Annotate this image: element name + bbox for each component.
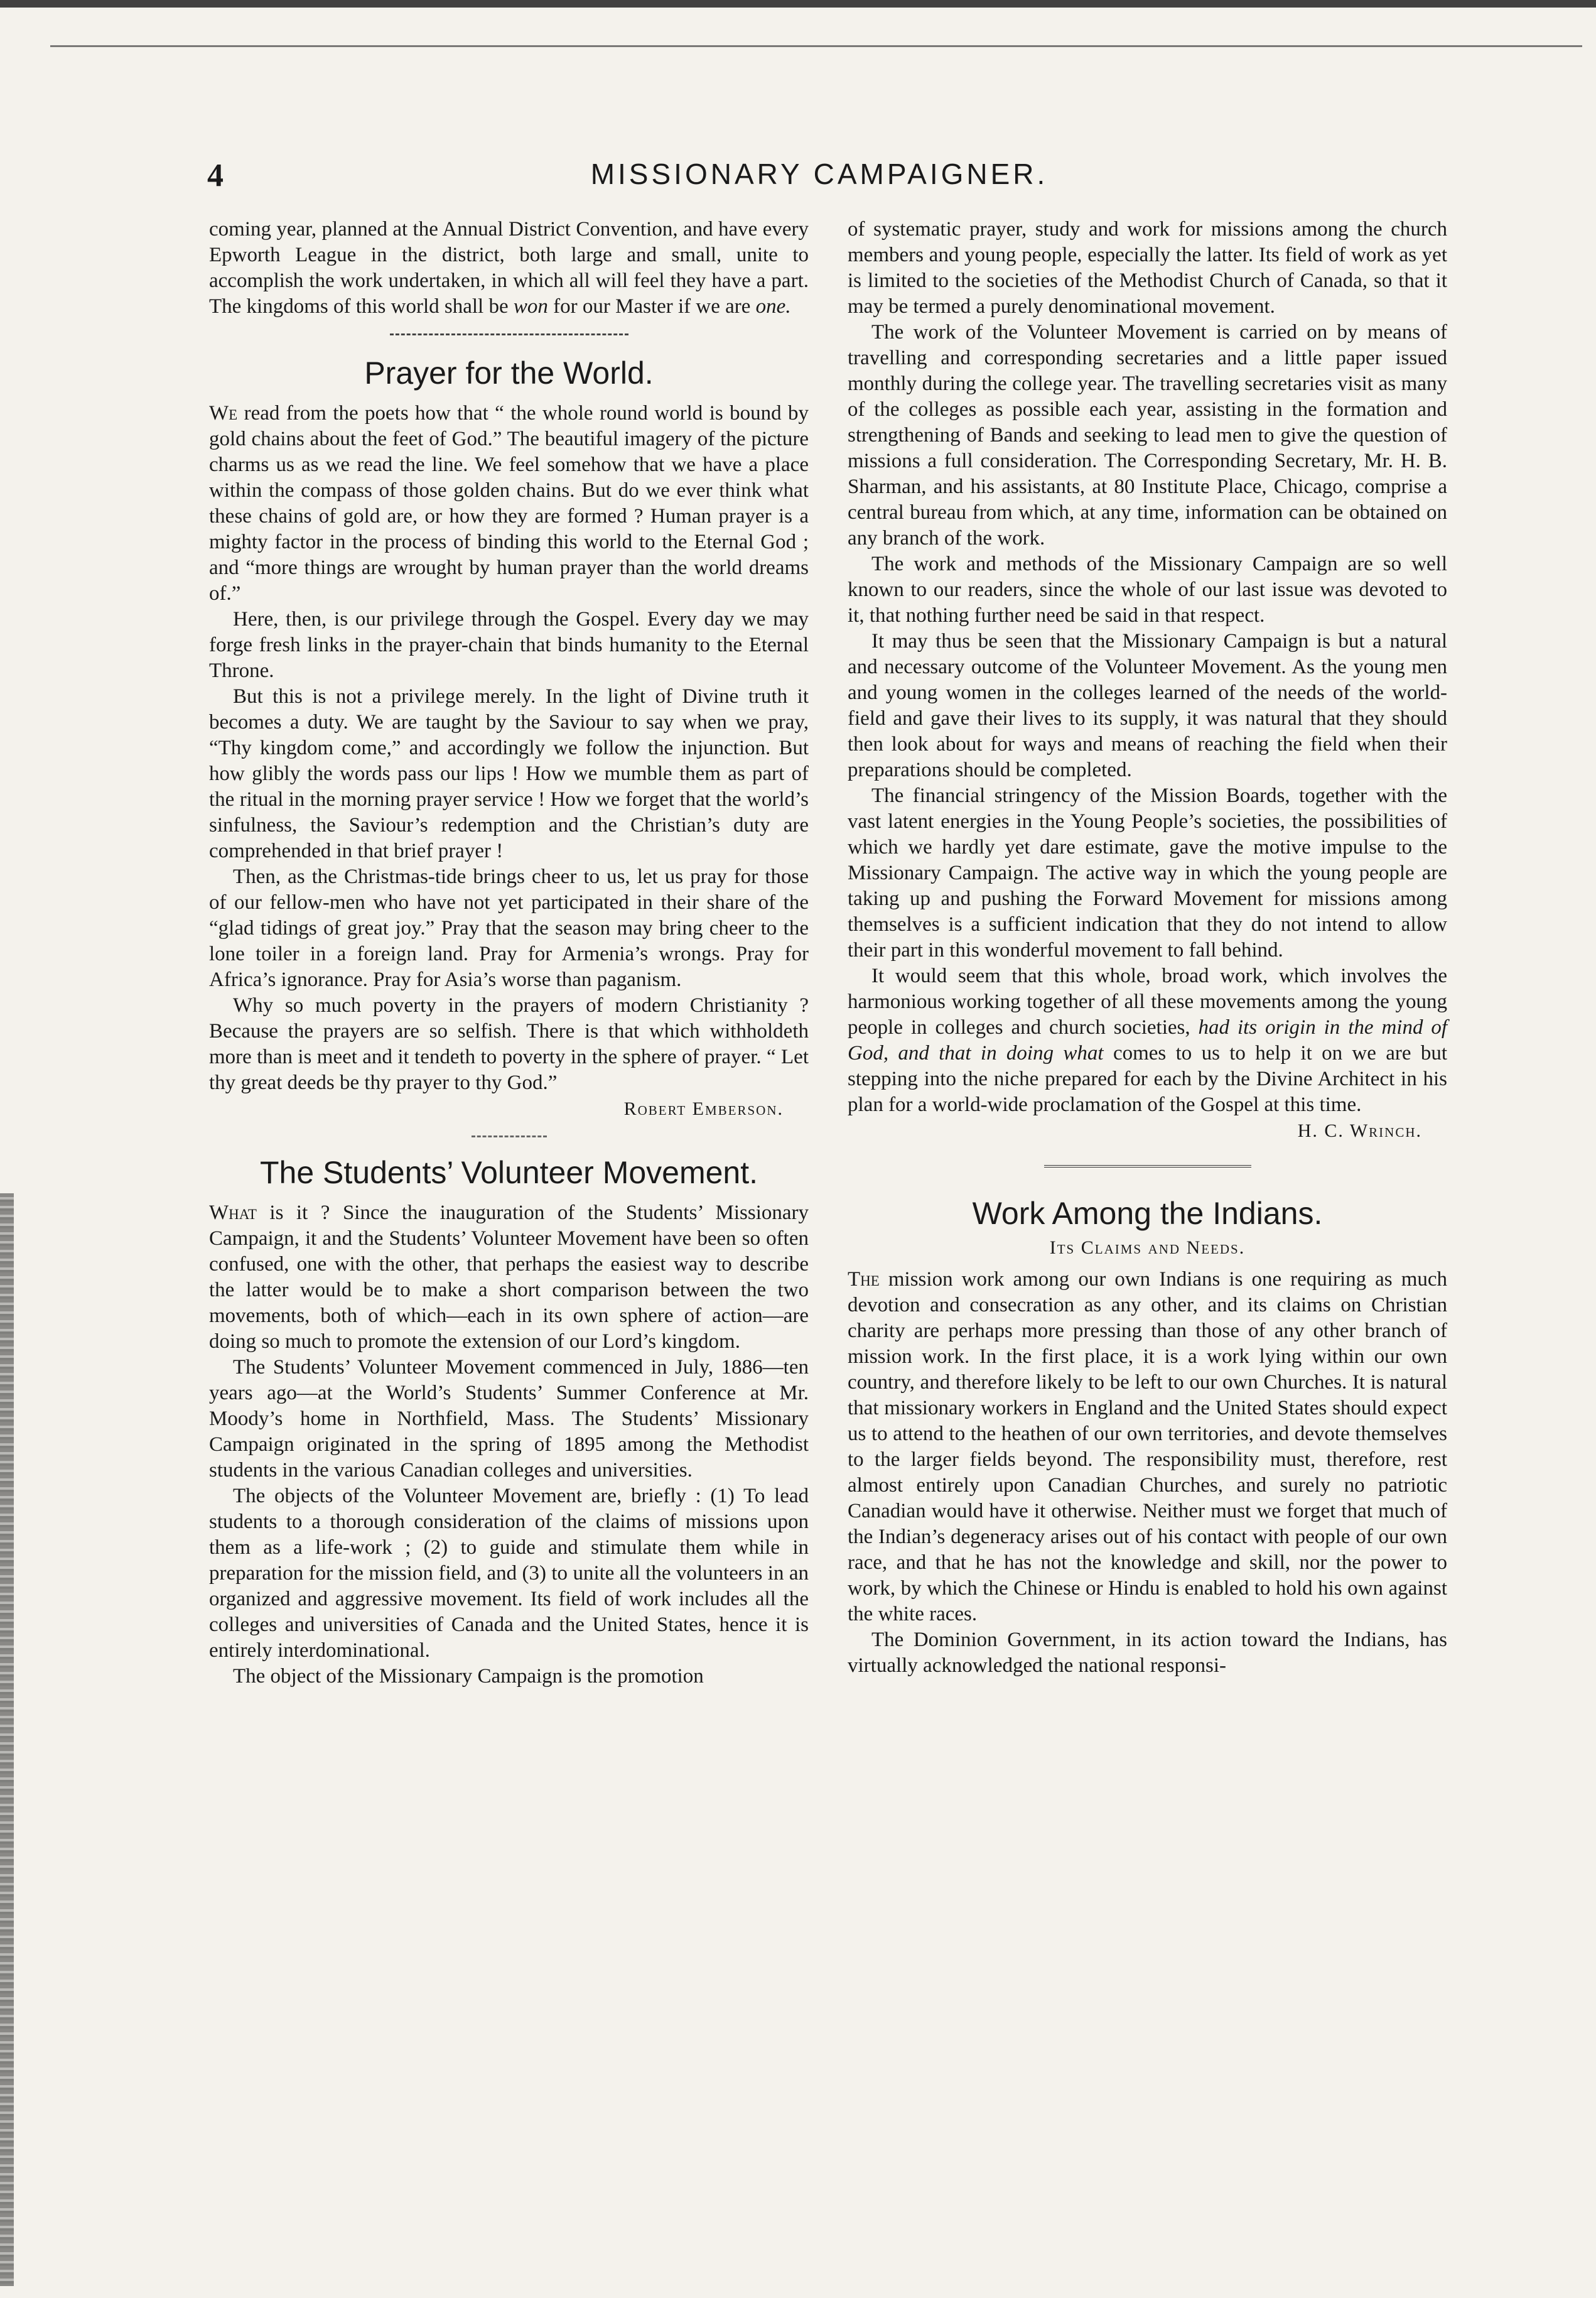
volunteer-paragraph-6: The work and methods of the Missionary Campaign are so well known to our readers, since the whole of our last issue was devoted to it, that nothing further need be said in that respect. <box>848 553 1447 627</box>
volunteer-paragraph-2: The Students’ Volunteer Movement commenced in July, 1886—ten years ago—at the World’s Students’ Summer Conference at Mr. Moody’s home in Northfield, Mass. The Students’ Missionary Campaign originated in the spring of 1895 among the Methodist students in the various Canadian colleges and universities. <box>209 1356 809 1482</box>
continued-paragraph: of systematic prayer, study and work for missions among the church members and young people, especially the latter. Its field of work as yet is limited to the societies of the Methodist Church of Canada, so that it may be termed a purely denominational movement. <box>848 218 1447 318</box>
volunteer-paragraph-1 <box>209 1200 809 1355</box>
right-column <box>848 217 1447 1679</box>
intro-won: won <box>513 295 548 318</box>
indians-text-1: mission work among our own Indians is one requiring as much devotion and consecration as any other, and its claims on Christian charity are perhaps more pressing than those of any other branch of mission work. In the first place, it is a work lying within our own country, and therefore likely to be left to our own Churches. It is natural that missionary workers in England and the United States should expect us to attend to the heathen of our own territories, and devote themselves to the larger fields beyond. The responsibility must, therefore, rest almost entirely upon Canadian Churches, and surely no patriotic Canadian would have it otherwise. Neither must we forget that much of the Indian’s degeneracy arises out of his contact with people of our own race, and that he has not the knowledge and skill, nor the power to work, by which the Chinese or Hindu is enabled to hold his own against the white races. <box>848 1268 1448 1625</box>
volunteer-paragraph-4: The object of the Missionary Campaign is the promotion <box>233 1665 704 1688</box>
prayer-paragraph-1 <box>209 401 809 607</box>
volunteer-paragraph-5: The work of the Volunteer Movement is carried on by means of travelling and corresponding secretaries and a little paper issued monthly during the college year. The travelling secretaries visit as many of the colleges as possible each year, assisting in the formation and strengthening of Bands and seeking to lead men to give the question of missions a full consideration. The Corresponding Secretary, Mr. H. B. Sharman, and his assistants, at 80 Institute Place, Chicago, comprise a central bureau from which, at any time, information can be obtained on any branch of the work. <box>848 321 1447 550</box>
volunteer-title: The Students’ Volunteer Movement. <box>259 1155 758 1190</box>
prayer-paragraph-2: Here, then, is our privilege through the Gospel. Every day we may forge fresh links in the prayer-chain that binds humanity to the Eternal Throne. <box>209 608 809 682</box>
page-header <box>207 157 1432 201</box>
indians-lead: The <box>848 1268 880 1291</box>
indians-paragraph-2: The Dominion Government, in its action toward the Indians, has virtually acknowledged the national responsi- <box>848 1629 1447 1677</box>
volunteer-paragraph-9 <box>848 963 1447 1118</box>
volunteer-lead: What <box>209 1201 257 1224</box>
left-column <box>209 217 809 1689</box>
prayer-lead: We <box>209 402 238 425</box>
indians-subtitle: Its Claims and Needs. <box>1049 1237 1246 1258</box>
scan-rule <box>50 45 1582 47</box>
volunteer-paragraph-8: The financial stringency of the Mission Boards, together with the vast latent energies in the Young People’s societies, the possibilities of which we hardly yet dare estimate, gave the motive impulse to the Missionary Campaign. The active way in which the young people are taking up and pushing the Forward Movement for missions among themselves is a sufficient indication that they do not intend to allow their part in this wonderful movement to fall behind. <box>848 784 1447 962</box>
volunteer-paragraph-7: It may thus be seen that the Missionary Campaign is but a natural and necessary outcome of the Volunteer Movement. As the young men and young women in the colleges learned of the needs of the world-field and gave their lives to its supply, it was natural that they should then look about for ways and means of reaching the field when their preparations should be completed. <box>848 630 1447 781</box>
prayer-text-1: read from the poets how that “ the whole round world is bound by gold chains about the feet of God.” The beautiful imagery of the picture charms us as we read the line. We feel somehow that we have a place within the compass of those golden chains. But do we ever think what these chains of gold are, or how they are formed ? Human prayer is a mighty factor in the process of binding this world to the Eternal God ; and “more things are wrought by human prayer than the world dreams of.” <box>209 402 809 605</box>
prayer-signature: Robert Emberson. <box>623 1098 784 1119</box>
prayer-paragraph-4: Then, as the Christmas-tide brings cheer to us, let us pray for those of our fellow-men who have not yet participated in their share of the “glad tidings of great joy.” Pray that the season may bring cheer to the lone toiler in a foreign land. Pray for Armenia’s wrongs. Pray for Africa’s ignorance. Pray for Asia’s worse than paganism. <box>209 865 809 991</box>
scan-edge-left <box>0 1193 14 2286</box>
p6-end: comes to us to help it on we are but stepping into the niche prepared for each by the Divine Architect in his plan for a world-wide proclamation of the Gospel at this time. <box>848 1042 1448 1116</box>
prayer-paragraph-3: But this is not a privilege merely. In the light of Divine truth it becomes a duty. We are taught by the Saviour to say when we pray, “Thy kingdom come,” and accordingly we follow the injunction. But how glibly the words pass our lips ! How we mumble them as part of the ritual in the morning prayer service ! How we forget that the world’s sinfulness, the Saviour’s redemption and the Christian’s duty are comprehended in that brief prayer ! <box>209 685 809 862</box>
page-number: 4 <box>207 158 224 193</box>
intro-text: coming year, planned at the Annual District Convention, and have every Epworth League in the district, both large and small, unite to accomplish the work undertaken, in which all will feel they have a part. The kingdoms of this world shall be <box>209 218 809 318</box>
p6-start: It would seem that this whole, broad work, which involves the harmonious working together of all these movements among the young people in colleges and church societies, <box>848 965 1447 1039</box>
section-divider <box>390 333 628 335</box>
volunteer-text-1: is it ? Since the inauguration of the Students’ Missionary Campaign, it and the Students’ Volunteer Movement have been so often confused, one with the other, that perhaps the easiest way to describe the latter would be to make a short comparison between the two movements, both of which—each in its own sphere of action—are doing so much to promote the extension of our Lord’s kingdom. <box>209 1201 809 1353</box>
indians-title: Work Among the Indians. <box>972 1196 1323 1231</box>
running-title: MISSIONARY CAMPAIGNER. <box>590 158 1049 190</box>
section-divider <box>472 1135 547 1137</box>
p6-italic: had its origin in the mind of God, and that in doing what <box>848 1016 1448 1065</box>
intro-one: one. <box>755 295 791 318</box>
section-divider <box>1044 1165 1251 1169</box>
intro-mid: for our Master if we are <box>553 295 751 318</box>
prayer-paragraph-5: Why so much poverty in the prayers of modern Christianity ? Because the prayers are so selfish. There is that which withholdeth more than is meet and it tendeth to poverty in the sphere of prayer. “ Let thy great deeds be thy prayer to thy God.” <box>209 994 809 1094</box>
intro-paragraph <box>209 217 809 320</box>
indians-paragraph-1 <box>848 1267 1447 1627</box>
volunteer-signature: H. C. Wrinch. <box>1297 1120 1422 1141</box>
scan-edge-top <box>0 0 1596 18</box>
volunteer-paragraph-3: The objects of the Volunteer Movement are, briefly : (1) To lead students to a thorough consideration of the claims of missions upon them as a life-work ; (2) to guide and stimulate them while in preparation for the mission field, and (3) to unite all the volunteers in an organized and aggressive movement. Its field of work includes all the colleges and universities of Canada and the United States, hence it is entirely interdominational. <box>209 1485 809 1662</box>
prayer-title: Prayer for the World. <box>364 355 654 391</box>
